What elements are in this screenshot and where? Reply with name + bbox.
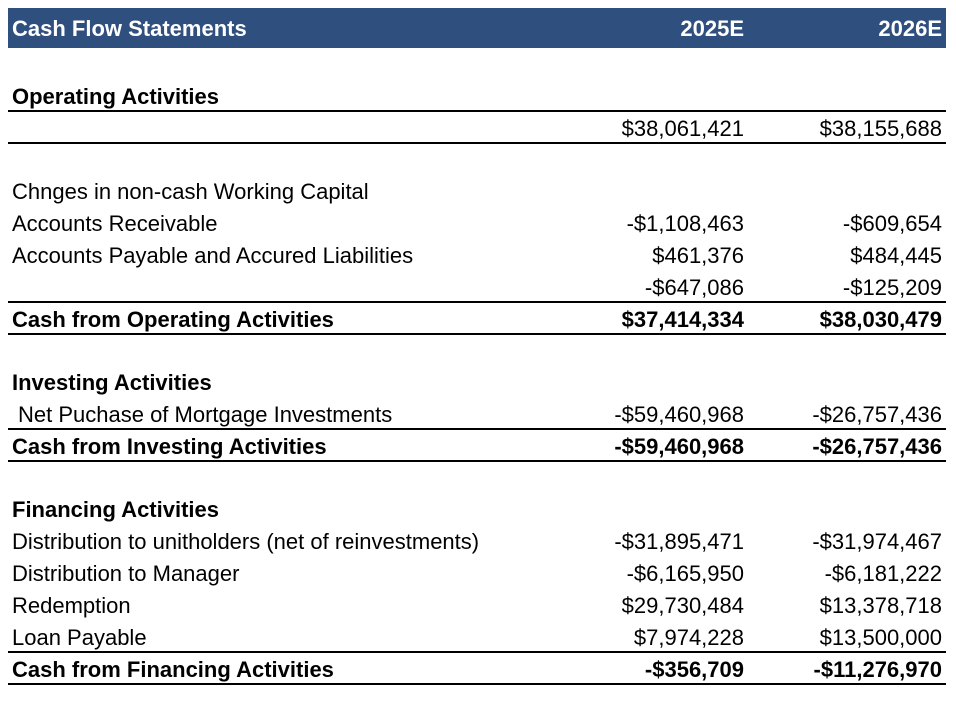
header-2026e: 2026E [878,16,942,41]
value-2025e: $7,974,228 [633,625,744,650]
divider [8,683,946,685]
value-2025e: $38,061,421 [621,116,744,141]
row-label: Cash from Operating Activities [12,307,334,332]
table-row [8,272,946,304]
table-row [8,558,946,590]
total-row-financing [8,654,946,686]
table-row [8,590,946,622]
divider [8,142,946,144]
row-label: Distribution to Manager [12,561,240,586]
row-label: Redemption [12,593,131,618]
value-2026e: -$609,654 [842,211,942,236]
value-2025e: $37,414,334 [621,307,744,332]
value-2025e: -$59,460,968 [614,434,744,459]
header-2025e: 2025E [680,16,744,41]
table-row [8,526,946,558]
table-row [8,399,946,431]
row-label: Accounts Receivable [12,211,218,236]
value-2025e: -$59,460,968 [614,402,744,427]
total-row-operating [8,304,946,336]
row-label: Chnges in non-cash Working Capital [12,179,369,204]
divider [8,110,946,112]
section-operating-heading [8,81,946,113]
value-2025e: -$31,895,471 [614,529,744,554]
value-2026e: $13,500,000 [819,625,942,650]
divider [8,460,946,462]
divider [8,651,946,653]
row-label: Financing Activities [12,497,220,522]
table-header [8,8,946,48]
table-row [8,176,946,208]
value-2025e: -$1,108,463 [626,211,744,236]
table-row [8,240,946,272]
header-title: Cash Flow Statements [12,16,247,41]
divider [8,301,946,303]
row-label: Investing Activities [12,370,212,395]
row-label: Distribution to unitholders (net of reinvestments) [12,529,480,554]
value-2026e: -$11,276,970 [813,657,942,682]
divider [8,333,946,335]
table-row [8,622,946,654]
row-label: Accounts Payable and Accured Liabilities [12,243,414,268]
value-2025e: -$356,709 [644,657,744,682]
value-2026e: $38,030,479 [819,307,942,332]
value-2025e: -$6,165,950 [626,561,744,586]
value-2026e: $13,378,718 [819,593,942,618]
row-label: Net Puchase of Mortgage Investments [18,402,393,427]
total-row-investing [8,431,946,463]
value-2026e: -$26,757,436 [812,434,942,459]
value-2026e: $484,445 [850,243,942,268]
divider [8,428,946,430]
value-2026e: $38,155,688 [819,116,942,141]
value-2026e: -$6,181,222 [824,561,942,586]
table-row [8,113,946,145]
value-2025e: $29,730,484 [621,593,744,618]
value-2025e: -$647,086 [644,275,744,300]
section-financing-heading [8,494,946,526]
row-label: Operating Activities [12,84,220,109]
value-2025e: $461,376 [652,243,744,268]
value-2026e: -$125,209 [842,275,942,300]
value-2026e: -$31,974,467 [812,529,942,554]
section-investing-heading [8,367,946,399]
table-row [8,208,946,240]
row-label: Cash from Investing Activities [12,434,327,459]
row-label: Cash from Financing Activities [12,657,334,682]
row-label: Loan Payable [12,625,147,650]
value-2026e: -$26,757,436 [812,402,942,427]
